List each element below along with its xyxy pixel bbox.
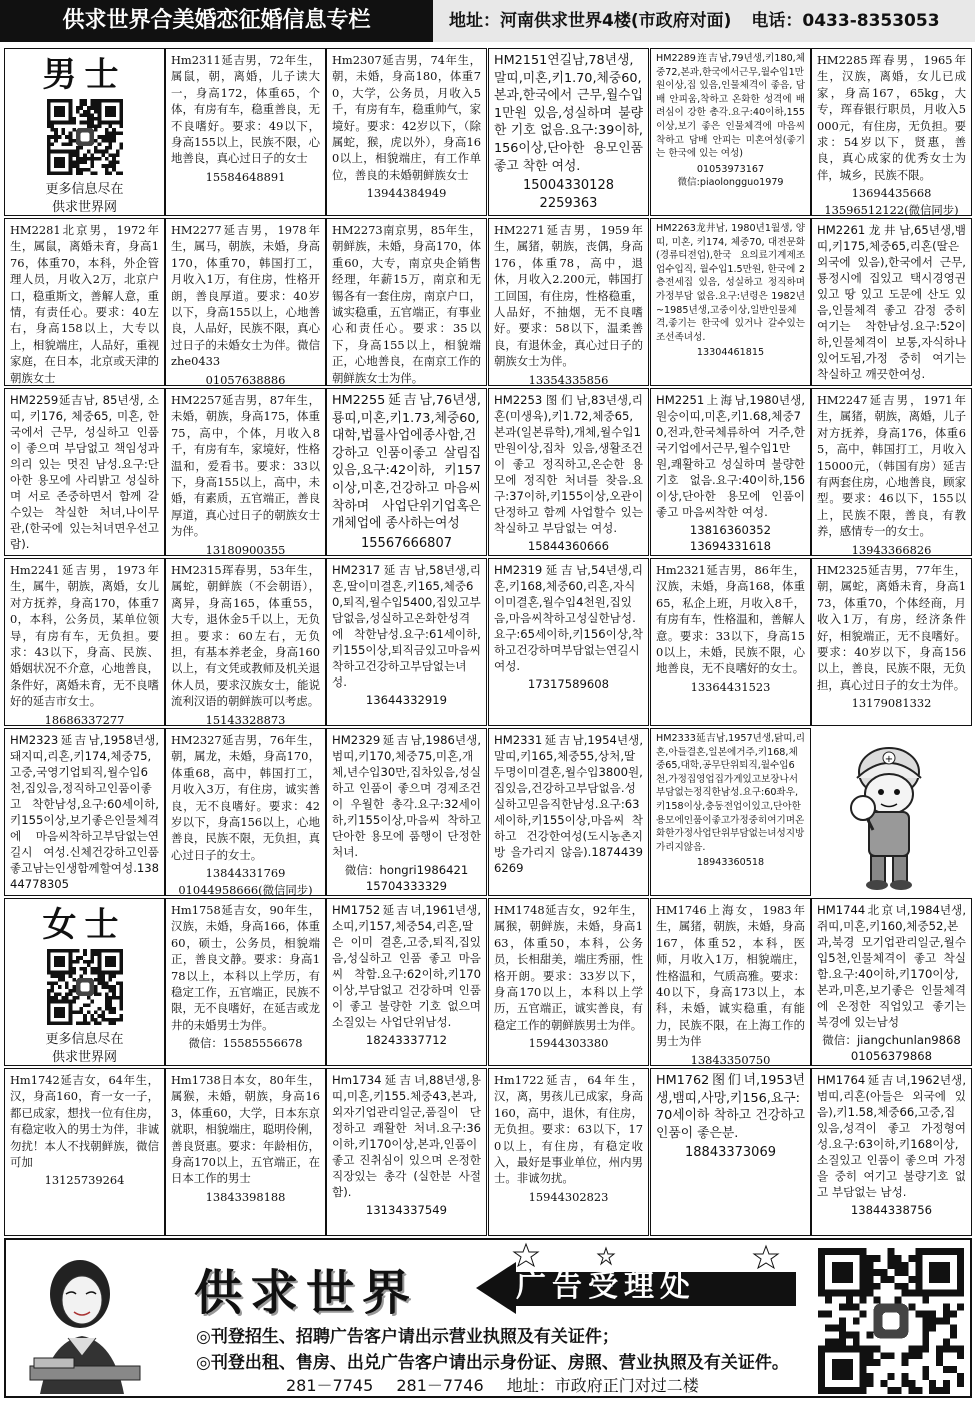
ad-text: Hm1742延吉女，64年生，汉，身高160，育一女一子，都已成家，想找一位有住房，有稳定收入的男士为伴，非诚勿扰！本人不找朝鲜族，微信可加 bbox=[10, 1073, 159, 1170]
personal-ad bbox=[650, 388, 811, 556]
ad-contact: 15567666807 bbox=[361, 535, 452, 551]
ad-text: HM2255延吉남,76년생,룡띠,미혼,키1.73,체중60,대학,법률사업에종사함,건강하고 인품이좋고 살림집 있음,요구:42이하, 키157이상,미혼,건강하고 마음씨 착하며 사업단위기업혹은개체업에 종사하는여성 bbox=[332, 393, 481, 532]
personal-ad bbox=[326, 728, 487, 896]
ad-contact: 13843398188 bbox=[205, 1189, 286, 1204]
personal-ad bbox=[650, 1068, 811, 1236]
ad-text: Hm1738日本女，80年生，属猴，未婚，朝族，身高163，体重60，大学，日本东京就职，相貌端庄，聪明伶俐，善良贤惠。要求：年龄相仿，身高170以上，五官端正，在日本工作的男士 bbox=[171, 1073, 320, 1186]
page-title: 供求世界合美婚恋征婚信息专栏 bbox=[0, 0, 433, 42]
ad-text: HM2151연길남,78년생,말띠,미혼,키1.70,체중60,본과,한국에서 근무,월수입1만원 있음,성실하며 불량한 기호 없음.요구:39이하,156이상,단아한 용모인품 좋고 착한 여성. bbox=[494, 53, 643, 174]
ad-contact-2: 2259363 bbox=[539, 195, 598, 211]
category-caption-1: 更多信息尽在 bbox=[45, 1032, 124, 1047]
ad-text: HM1744北京녀,1984년생,쥐띠,미혼,키160,체중52,본과,북경 모기업관리일군,월수입5천,인물체격이 좋고 착실함.요구:40이하,키170이상,본과,미혼,보기좋은 인물체격에 온정한 직업있고 좋기는 북경에 있는남성 bbox=[817, 903, 966, 1029]
footer-phone-2: 281－7746 bbox=[396, 1376, 484, 1395]
personal-ad bbox=[811, 218, 972, 386]
personal-ad bbox=[488, 728, 649, 896]
ad-text: HM1764延吉녀,1962년생,범띠,리혼(아들은 외국에 있음),키1.58,체중66,고중,집있음,성격이 좋고 가정형여성.요구:63이하,키168이상,소질있고 인품이 좋으며 가정을 중히 여기고 불량기호 없고 부담없는 남성. bbox=[817, 1073, 966, 1199]
category-qr-code[interactable] bbox=[47, 99, 123, 175]
ad-contact-2: 01044958666(微信同步) bbox=[178, 882, 313, 896]
male_section-category bbox=[4, 48, 165, 216]
ad-text: HM1762图们녀,1953년생,뱀띠,사망,키156,요구:70세이하 착하고 건강하고 인품이 좋은분. bbox=[656, 1073, 805, 1141]
personal-ad bbox=[650, 728, 811, 896]
personal-ad bbox=[165, 558, 326, 726]
personal-ad bbox=[326, 898, 487, 1066]
personal-ad bbox=[326, 218, 487, 386]
personal-ad bbox=[650, 48, 811, 216]
ad-contact: 13134337549 bbox=[365, 1203, 448, 1217]
header bbox=[0, 0, 975, 42]
personal-ad bbox=[650, 558, 811, 726]
ad-text: Hm1734延吉녀,88년생,용띠,미혼,키155.체중43,본과,외자기업관리일군,품질이 단정하고 쾌활한 처녀.요구:36이하,키170이상,본과,인품이좋고 진취심이 있으며 온정한 직장있는 총각 (실한분 사절함). bbox=[332, 1073, 481, 1199]
ad-text: HM2281北京男，1972年生，属鼠，离婚未育，身高176，体重70，本科，外企管理人员，月收入2万，北京户口，稳重斯文，善解人意，重情，有责任心。要求：40左右，身高158以上，大专以上，相貌端庄，人品好，重视家庭，在日本，北京或天津的朝族女士 bbox=[10, 223, 159, 385]
ad-contact-2: 微信:piaolongguo1979 bbox=[677, 177, 784, 189]
personal-ad bbox=[488, 218, 649, 386]
personal-ad bbox=[165, 1068, 326, 1236]
ad-text: HM1746上海女，1983年生，属猪，朝族，未婚，身高167，体重52，本科，医师，月收入1万，相貌端庄，性格温和，气质高雅。要求：40以下，身高173以上，本科，未婚，诚实稳重，有能力，民族不限，在上海工作的男士为伴 bbox=[656, 903, 805, 1049]
ad-contact: 13364431523 bbox=[690, 679, 771, 694]
ad-text: HM2277延吉男，1978年生，属马，朝族，未婚，身高170，体重70，韩国打工，月收入1万，有住房，性格开朗，善良厚道。要求：40岁以下，身高155以上，心地善良，人品好，民族不限，真心过日子的未婚女士为伴。微信zhe0433 bbox=[171, 223, 320, 369]
ad-contact: 13179081332 bbox=[851, 696, 932, 711]
personal-ad bbox=[811, 48, 972, 216]
ad-text: HM2285珲春男，1965年生，汉族，离婚，女儿已成家，身高167，65kg，大专，珲春银行职员，月收入5000元，有住房，无负担。要求：54岁以下，贤惠，善良，真心成家的优秀女士为伴，城乡，民族不限。 bbox=[817, 53, 966, 182]
ad-contact: 微信：15585556678 bbox=[188, 1036, 303, 1051]
ad-text: HM2323延吉남,1958년생,돼지띠,리혼,키174,체중75,고중,국영기업퇴직,월수입6천,집있음,정직하고인품이좋고 착한남성,요구:60세이하,키155이상,보기좋은인물체격에 마음씨착하고부담없는연길시 여성.신체건강하고인품좋고남는인생함께할여성.13844778305 bbox=[10, 733, 160, 891]
banner-text: 广告受理处 bbox=[516, 1269, 696, 1304]
ad-text: HM2331延吉남,1954년생,말띠,키165,체중55,상처,딸두명이미결혼,월수입3800원,집있음,건강하고부담없음.성실하고믿음직한남성.요구:63세이하,키155이상,마음씨 착하고 건강한여성(도시농촌지방 을가리지 않음).18744396269 bbox=[494, 733, 643, 875]
ad-text: HM1752延吉녀,1961년생,소띠,키157,체중54,리혼,딸은 이미 결혼,고중,퇴직,집있음,성실하고 인품 좋고 마음씨 착함.요구:62이하,키170이상,부담없고 건강하며 인품이 좋고 불량한 기호 없으며 소질있는 사업단위남성. bbox=[332, 903, 481, 1029]
ad-text: HM2273南京男，85年生，朝鲜族，未婚，身高170，体重60，大专，南京央企销售经理，年薪15万，南京和无锡各有一套住房，南京户口，诚实稳重，五官端正，有事业心和责任心。要求：35以下，身高155以上，相貌端正，心地善良，在南京工作的朝鲜族女士为伴。 bbox=[332, 223, 481, 385]
ad-text: HM2333延吉남,1957년생,닭띠,리혼,아들결혼,일본에거주,키168,체중65,대학,공무단위퇴직,월수입6천,가정집영업집가게있고보장나서부담없는정직한남성.요구:60좌우,키158이상,충동전업이있고,단아한용모에인품이좋고가정중히여기며온화한가정사업단위부담없는녀성지방가리지않음. bbox=[656, 733, 805, 853]
personal-ad bbox=[811, 1068, 972, 1236]
category-caption-2: 供求世界网 bbox=[51, 1050, 117, 1065]
category-caption-1: 更多信息尽在 bbox=[45, 182, 124, 197]
ad-contact: 13125739264 bbox=[44, 1173, 125, 1188]
ad-text: Hm2321延吉男，86年生，汉族，未婚，身高168，体重65，私企上班，月收入8千，有房有车，性格温和，善解人意。要求：33以下，身高150以上，未婚，民族不限，心地善良，无不良嗜好的女士。 bbox=[656, 563, 805, 676]
header-contact bbox=[433, 0, 975, 42]
ad-contact: 15844360666 bbox=[527, 539, 610, 553]
ad-contact: 13694435668 bbox=[851, 186, 932, 201]
personal-ad bbox=[4, 558, 165, 726]
ad-contact: 15143328873 bbox=[205, 712, 286, 726]
ad-text: HM2261龙井남,65년생,뱀띠,키175,체중65,리혼(딸은 외국에 있음),한국에서 근무,룡정시에 집있고 택시경영권 있고 땅 있고 도문에 산도 있음,인물체격 좋고 감정 중히 여기는 착한남성.요구:52이하,인물체격이 보통,자식하나 있어도됨,가정 중히 여기는 착실하고 깨끗한여성. bbox=[817, 223, 966, 381]
ad-contact: 15004330128 bbox=[523, 178, 614, 194]
footer-qr-code[interactable] bbox=[818, 1248, 964, 1394]
ad-contact: 18686337277 bbox=[44, 712, 125, 726]
ad-contact: 15584648891 bbox=[205, 169, 286, 184]
ad-text: Hm2311延吉男，72年生，属鼠，朝，离婚，儿子读大一，身高172，体重65，个体，有房有车，稳重善良，无不良嗜好。要求：49以下，身高155以上，民族不限，心地善良，真心过日子的女士 bbox=[171, 53, 320, 166]
ad-text: HM2247延吉男，1971年生，属猪，朝族，离婚，儿子对方抚养，身高176，体重65，高中，韩国打工，月收入15000元，（韩国有房）延吉有两套住房，心地善良，顾家型。要求：46以下，155以上，民族不限，善良，有教养，感情专一的女士。 bbox=[817, 393, 966, 539]
category-caption-2: 供求世界网 bbox=[51, 200, 117, 215]
personal-ad bbox=[165, 728, 326, 896]
ad-text: Hm2307延吉男，74年生，朝，未婚，身高180，体重70，大学，公务员，月收入5千，有房有车，稳重帅气，家境好。要求：42岁以下，（除属蛇，猴，虎以外），身高160以上，相貌端庄，有工作单位，善良的未婚朝鲜族女士 bbox=[332, 53, 481, 182]
category-label: 女士 bbox=[42, 905, 127, 945]
ad-contact: 13844338756 bbox=[850, 1203, 933, 1217]
ad-text: Hm2241延吉男，1973年生，属牛，朝族，离婚，女儿对方抚养，身高170，体重70，本科，公务员，某单位领导，有房有车，无负担。要求：43以下，身高、民族、婚姻状况不介意，心地善良，条件好，离婚未育，无不良嗜好的延吉市女士。 bbox=[10, 563, 159, 709]
footer-ad bbox=[4, 1238, 972, 1398]
ad-contact: 01053973167 bbox=[696, 163, 765, 175]
ad-contact: 13354335856 bbox=[528, 372, 609, 386]
personal-ad bbox=[488, 48, 649, 216]
header-address: 地址：河南供求世界4楼(市政府对面) bbox=[449, 11, 732, 31]
personal-ad bbox=[4, 218, 165, 386]
ad-contact: 17317589608 bbox=[527, 677, 610, 691]
ad-text: Hm1722延吉，64年生，汉，离，男孩儿已成家，身高160，高中，退休，有住房，无负担。要求：63以下，170以上，有住房，有稳定收入，最好是事业单位，州内男士。非诚勿扰。 bbox=[494, 1073, 643, 1186]
personal-ad bbox=[488, 898, 649, 1066]
ad-text: HM2317延吉남,58년생,리혼,딸이미결혼,키165,체중60,퇴직,월수입5400,집있고부담없음,성실하고온화한성격에 착한남성.요구:61세이하,키155이상,퇴직금있고마음씨착하고건강하고부담없는녀성. bbox=[332, 563, 482, 689]
personal-ad bbox=[488, 388, 649, 556]
personal-ad bbox=[326, 388, 487, 556]
ad-contact: 18943360518 bbox=[696, 857, 765, 869]
ad-contact: 13816360352 bbox=[689, 523, 772, 537]
personal-ad bbox=[165, 218, 326, 386]
ad-contact: 微信：hongri1986421 bbox=[344, 863, 469, 877]
personal-ad bbox=[811, 898, 972, 1066]
ad-contact bbox=[10, 554, 159, 556]
ad-contact: 13943366826 bbox=[851, 542, 932, 556]
mascot-illustration bbox=[811, 728, 972, 896]
personal-ad bbox=[326, 558, 487, 726]
personal-ad bbox=[4, 388, 165, 556]
receptionist-illustration bbox=[10, 1254, 160, 1394]
personal-ad bbox=[326, 48, 487, 216]
ad-contact: 13944384949 bbox=[366, 186, 447, 201]
personal-ad bbox=[650, 218, 811, 386]
personal-ad bbox=[165, 388, 326, 556]
personal-ad bbox=[4, 1068, 165, 1236]
personal-ad bbox=[488, 558, 649, 726]
footer-phones bbox=[286, 1376, 717, 1396]
personal-ad bbox=[165, 898, 326, 1066]
ad-text: HM2271延吉男，1959年生，属猪，朝族，丧偶，身高176，体重78，高中，退休，月收入2.200元，韩国打工回国，有住房，性格稳重，人品好，不抽烟，无不良嗜好。要求：58以下，温柔善良，有退休金，真心过日子的朝族女士为伴。 bbox=[494, 223, 643, 369]
header-phone: 电话：0433-8353053 bbox=[751, 11, 940, 31]
ad-text: Hm1758延吉女，90年生，汉族，未婚，身高166，体重60，硕士，公务员，相貌端正，善良文静。要求：身高178以上，本科以上学历，有稳定工作，五官端正，民族不限，无不良嗜好，在延吉或龙井的未婚男士为伴。 bbox=[171, 903, 320, 1032]
personal-ad bbox=[811, 558, 972, 726]
notice-line-2: ◎刊登出租、售房、出兑广告客户请出示身份证、房照、营业执照及有关证件。 bbox=[196, 1353, 789, 1373]
personal-ad bbox=[650, 898, 811, 1066]
ad-contact: 15944303380 bbox=[528, 1036, 609, 1051]
ad-text: HM2257延吉男，87年生，未婚，朝族，身高175，体重75，高中，个体，月收入8千，有房有车，家境好，性格温和，爱看书。要求：33以下，身高155以上，高中，未婚，有素质，五官端正，善良厚道，真心过日子的朝族女士为伴。 bbox=[171, 393, 320, 539]
ad-text: HM2259延吉남, 85년생, 소띠, 키176, 체중65, 미혼, 한국에서 근무, 성실하고 인품이 좋으며 부담없고 책임성과의리 있는 멋진 남성.요구:단아한 용모에 사리밝고 성실하며 서로 존중하면서 함께 갈수있는 착실한 처녀,나이무관,(한국에 있는처녀면우선고람). bbox=[10, 393, 159, 551]
ad-contact-2: 13596512122(微信同步) bbox=[824, 202, 959, 216]
ad-contact bbox=[817, 384, 966, 386]
ad-text: HM1748延吉女，92年生，属猴，朝鲜族，未婚，身高163，体重50，本科，公务员，长相甜美，端庄秀丽，性格开朗。要求：33岁以下，身高170以上，本科以上学历，五官端正，诚实善良，有稳定工作的朝鲜族男士为伴。 bbox=[494, 903, 643, 1032]
ad-contact-2: 15704333329 bbox=[365, 879, 448, 893]
female_section-category bbox=[4, 898, 165, 1066]
ad-contact: 13304461815 bbox=[696, 347, 765, 359]
ad-contact: 13180900355 bbox=[205, 542, 286, 556]
ad-text: HM2329延吉남,1986년생,범띠,키170,체중75,미혼,개체,년수입30만,집차있음,성실하고 인품이 좋으며 경제조건이 우월한 총각.요구:32세이하,키155이상,마음씨 착하고 단아한 용모에 품행이 단정한 처녀. bbox=[332, 733, 482, 859]
footer-phone-1: 281－7745 bbox=[286, 1376, 374, 1395]
ad-contact: 18243337712 bbox=[365, 1033, 448, 1047]
ad-contact: 13843350750 bbox=[690, 1052, 771, 1066]
personal-ad bbox=[326, 1068, 487, 1236]
brand-logo: 供求世界 bbox=[194, 1265, 419, 1321]
ad-contact: 01057638886 bbox=[205, 372, 286, 386]
personal-ad bbox=[488, 1068, 649, 1236]
ad-text: HM2263龙井남, 1980년1월생, 양띠, 미혼, 키174, 체중70, 대전문화(경류티전업),한국 요의료기계제조업수입직, 월수입1.5만원, 한국에 2층전세집 있음, 성실하고 정직하며 가정부담 없음.요구:년령은 1982년~1985년생,고중이상,일반인물체격,좋기는 한국에 있거나 갈수있는 조선족녀성. bbox=[656, 223, 805, 343]
ad-text: HM2251上海남,1980년생,원숭이띠,미혼,키1.68,체중70,전과,한국체류하여 거주,한국기업에서근무,월수입1만원,쾌활하고 성실하며 불량한 기호 없음.요구:40이하,156이상,단아한 용모에 인품이 좋고 마음씨착한 여성. bbox=[656, 393, 805, 519]
personal-ad bbox=[165, 48, 326, 216]
ad-text: HM2289连吉남,79년생,키180,체중72,본과,한국에서근무,월수입1만원이상,집 있음,인물체격이 좋음, 담배 안피움,착하고 온화한 성격에 배려심이 강한 총각.요구:40이하,155이상,보기 좋은 인물체격에 마음씨착하고 담배 안피는 미혼여성(좋기는 한국에 있는 여성) bbox=[656, 53, 805, 160]
ad-contact: 13844331769 bbox=[205, 866, 286, 881]
personal-ad bbox=[811, 388, 972, 556]
category-qr-code[interactable] bbox=[47, 949, 123, 1025]
ad-text: HM2319延吉남,54년생,리혼,키168,체중60,리혼,자식이미결혼,월수입4천원,집있음,마음씨착하고성실한남성.요구:65세이하,키156이상,착하고건강하며부담없는연길시여성. bbox=[494, 563, 643, 673]
ad-text: HM2325延吉男，77年生，朝，属蛇，离婚未育，身高173，体重70，个体经商，月收入1万，有房，经济条件好，相貌端正，无不良嗜好。要求：40岁以下，身高156以上，善良，民族不限，无负担，真心过日子的女士为伴。 bbox=[817, 563, 966, 692]
ad-text: HM2315珲春男，53年生，属蛇，朝鲜族（不会朝语），离异，身高165，体重55，大专，退休金5千以上，无负担。要求：60左右，无负担，有基本养老金，身高160以上，有文凭或教师及机关退休人员，要求汉族女士，能说流利汉语的朝鲜族可以考虑。 bbox=[171, 563, 320, 709]
ad-contact: 13644332919 bbox=[365, 693, 448, 707]
ad-contact: 微信：jiangchunlan9868 bbox=[822, 1033, 961, 1047]
personal-ad bbox=[4, 728, 165, 896]
ad-contact: 15944302823 bbox=[528, 1189, 609, 1204]
category-label: 男士 bbox=[42, 55, 127, 95]
svg-text:+: + bbox=[884, 754, 894, 765]
ad-contact-2: 13694331618 bbox=[689, 539, 772, 553]
ad-text: HM2327延吉男，76年生，朝，属龙，未婚，身高170，体重68，高中，韩国打工，月收入3万，有住房，诚实善良，无不良嗜好。要求：42岁以下，身高156以上，心地善良，民族不限，无负担，真心过日子的女士。 bbox=[171, 733, 320, 862]
notice-line-1: ◎刊登招生、招聘广告客户请出示营业执照及有关证件； bbox=[196, 1327, 619, 1347]
ad-contact-2: 01056379868 bbox=[850, 1049, 933, 1063]
footer-address: 地址：市政府正门对过二楼 bbox=[506, 1376, 699, 1395]
ad-text: HM2253图们남,83년생,리혼(미생육),키1.72,체중65,본과(일본류학),개체,월수입1만원이상,집차 있음,생활조건이 좋고 정직하고,온순한 용모에 정직한 처녀를 찾음.요구:37이하,키155이상,오관이 단정하고 함께 사업할수 있는 착실하고 부담없는 여성. bbox=[494, 393, 643, 535]
ad-contact: 18843373069 bbox=[685, 1145, 776, 1161]
